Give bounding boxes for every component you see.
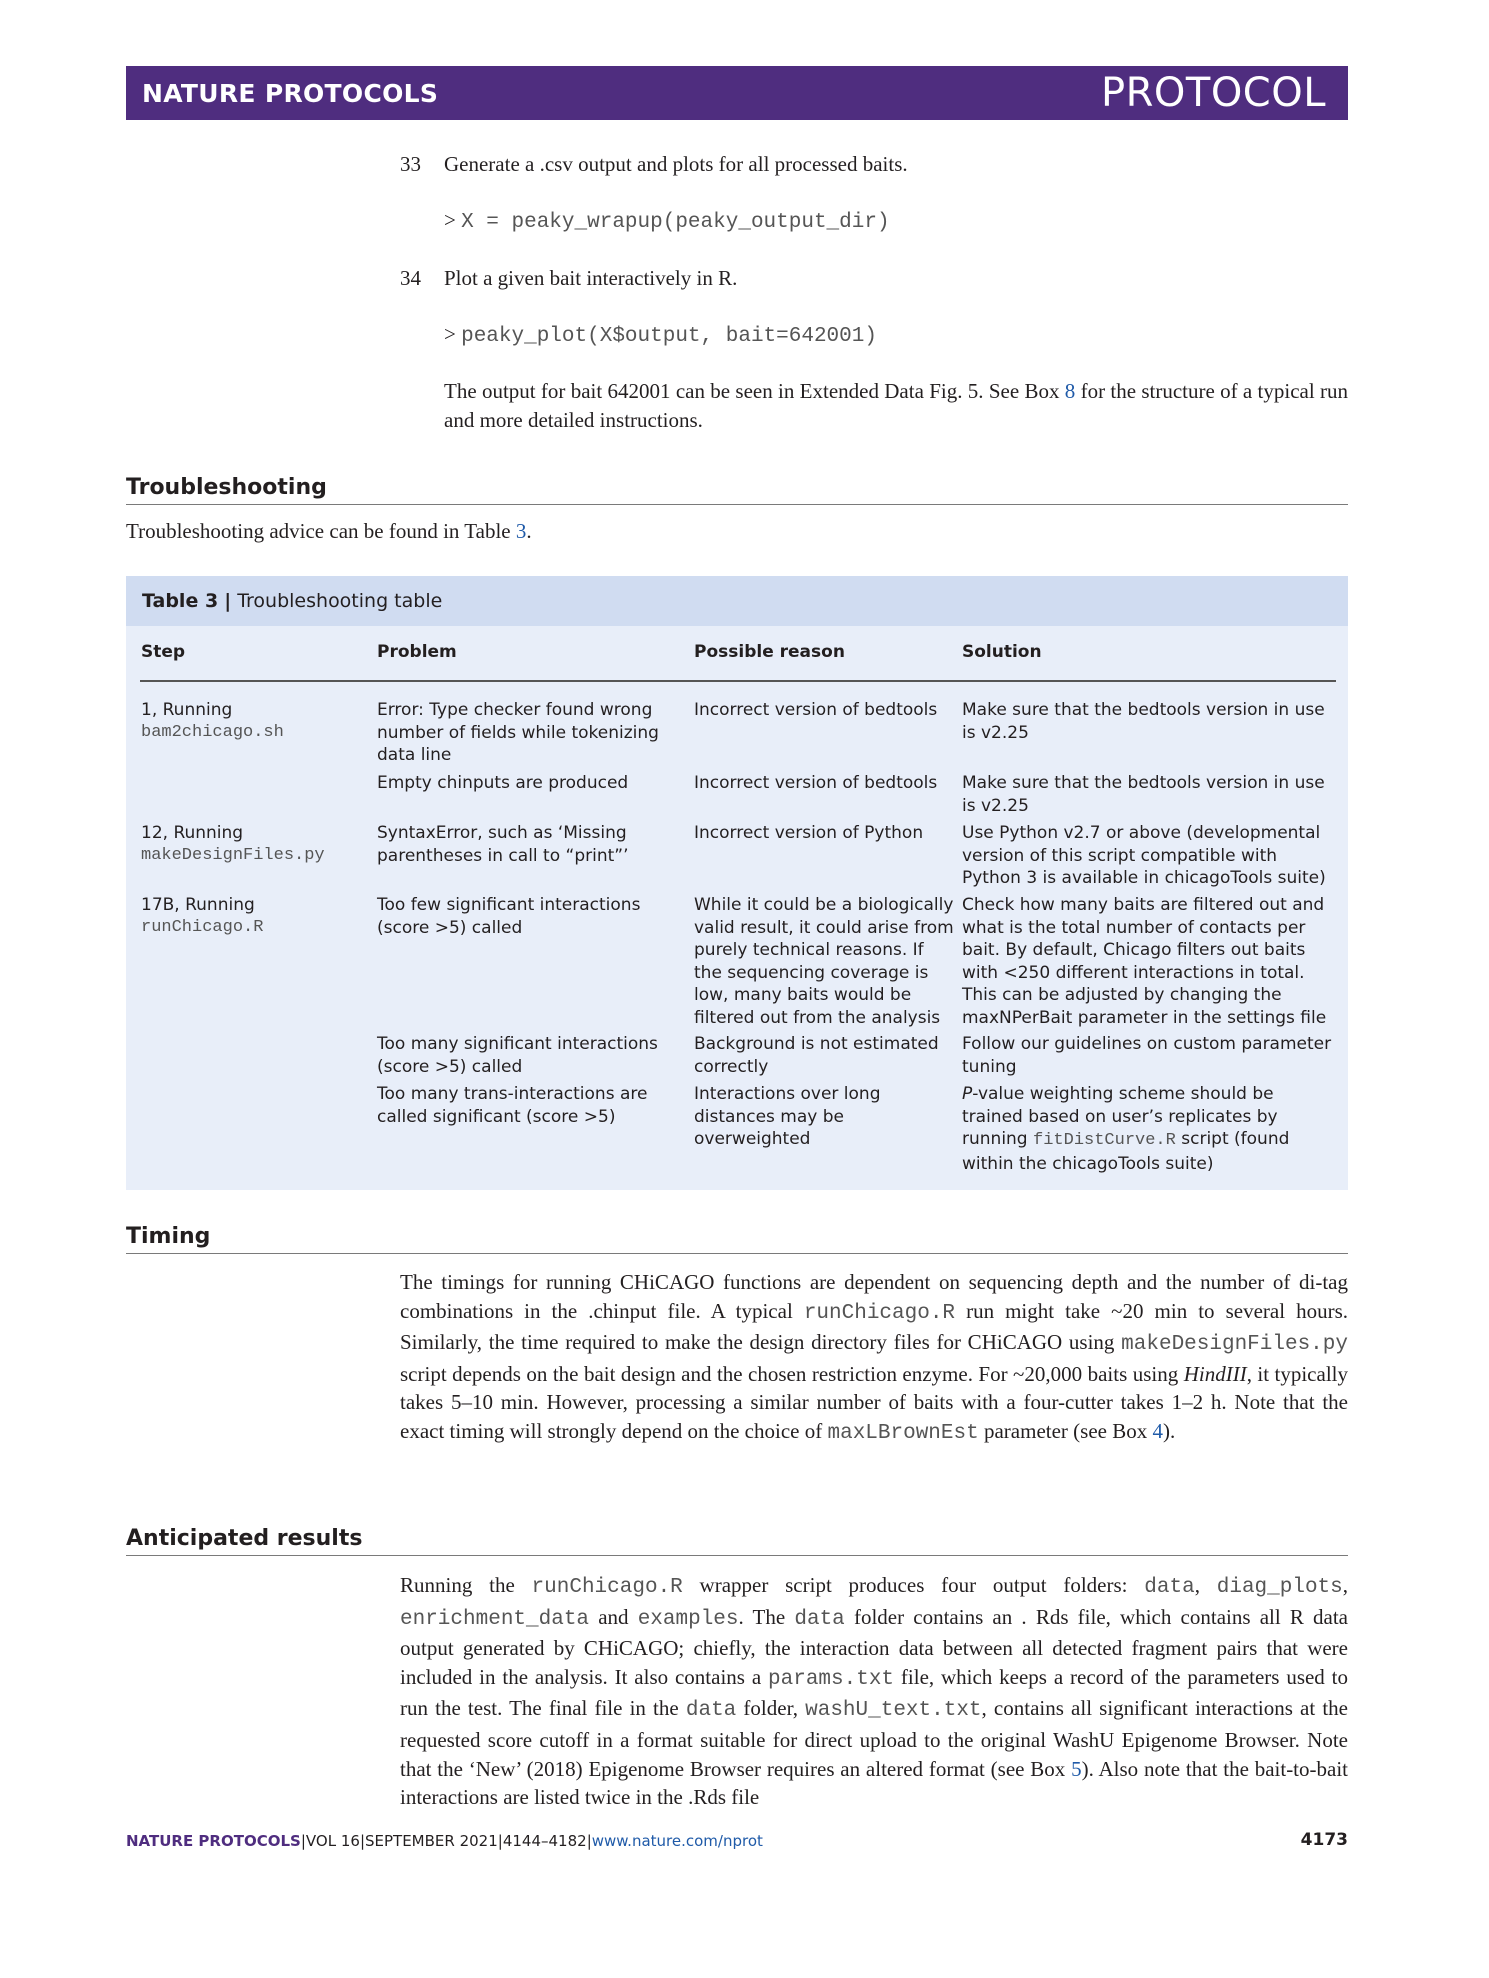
table-cell-problem: Error: Type checker found wrong number of fields while tokenizing data line: [377, 700, 659, 765]
column-header-problem: Problem: [377, 642, 457, 662]
anticipated-results-paragraph: Running the runChicago.R wrapper script produces four output folders: data, diag_plots, enrichment_data and examples. The data folder contains an . Rds file, which contains all R data output generated by CHiCAGO; chiefly, the interaction data between all detected fragment pairs that were included in the analysis. It also contains a params.txt file, which keeps a record of the parameters used to run the test. The final file in the data folder, washU_text.txt, contains all significant interactions at the requested score cutoff in a format suitable for direct upload to the original WashU Epigenome Browser. Note that the ‘New’ (2018) Epigenome Browser requires an altered format (see Box 5). Also note that the bait-to-bait interactions are listed twice in the .Rds file: [400, 1573, 1349, 1810]
table-cell-solution: Make sure that the bedtools version in use is v2.25: [962, 773, 1325, 816]
table-cell-step: 12, Running makeDesignFiles.py: [141, 823, 325, 865]
footer-url-link[interactable]: www.nature.com/nprot: [591, 1832, 763, 1850]
timing-heading: Timing: [126, 1224, 1348, 1254]
troubleshooting-heading: Troubleshooting: [126, 475, 1348, 505]
footer-volume: VOL 16: [305, 1832, 360, 1850]
table-cell-reason: While it could be a biologically valid result, it could arise from purely technical reasons. If the sequencing coverage is low, many baits would be filtered out from the analysis: [694, 895, 954, 1028]
table-cell-reason: Interactions over long distances may be overweighted: [694, 1084, 881, 1149]
journal-name: NATURE PROTOCOLS: [142, 79, 439, 108]
table-cell-reason: Background is not estimated correctly: [694, 1034, 939, 1077]
troubleshooting-table: [126, 576, 1348, 1190]
table-cell-step: 1, Running bam2chicago.sh: [141, 700, 284, 742]
table-cell-solution: P-value weighting scheme should be trained based on user’s replicates by running fitDistCurve.R script (found within the chicagoTools suite): [962, 1084, 1290, 1174]
page-number: 4173: [1300, 1830, 1348, 1850]
table-3-link[interactable]: 3: [515, 519, 527, 543]
code-prompt: >: [444, 322, 456, 346]
box-8-link[interactable]: 8: [1064, 379, 1076, 403]
box-4-link[interactable]: 4: [1152, 1418, 1163, 1443]
table-cell-problem: SyntaxError, such as ‘Missing parentheses in call to “print”’: [377, 823, 629, 866]
column-header-step: Step: [141, 642, 186, 662]
table-cell-problem: Empty chinputs are produced: [377, 773, 629, 793]
footer-journal: NATURE PROTOCOLS: [126, 1832, 301, 1850]
code-line-34: [444, 322, 877, 348]
table-cell-problem: Too many trans-interactions are called significant (score >5): [377, 1084, 648, 1127]
table-cell-step: 17B, Running runChicago.R: [141, 895, 264, 937]
column-header-solution: Solution: [962, 642, 1042, 662]
table-cell-solution: Check how many baits are filtered out and what is the total number of contacts per bait. By default, Chicago filters out baits with <250 different interactions in total. This can be adjusted by changing the maxNPerBait parameter in the settings file: [962, 895, 1327, 1028]
code-text: peaky_plot(X$output, bait=642001): [461, 325, 877, 348]
table-cell-reason: Incorrect version of Python: [694, 823, 924, 843]
table-cell-reason: Incorrect version of bedtools: [694, 773, 938, 793]
table-caption-bar: [126, 576, 1348, 626]
timing-paragraph: The timings for running CHiCAGO functions are dependent on sequencing depth and the number of di-tag combinations in the .chinput file. A typical runChicago.R run might take ~20 min to several hours. Similarly, the time required to make the design directory files for CHiCAGO using makeDesignFiles.py script depends on the bait design and the chosen restriction enzyme. For ~20,000 baits using HindIII, it typically takes 5–10 min. However, processing a similar number of baits with a four-cutter takes 1–2 h. Note that the exact timing will strongly depend on the choice of maxLBrownEst parameter (see Box 4).: [400, 1270, 1348, 1445]
footer-citation: NATURE PROTOCOLS|VOL 16|SEPTEMBER 2021|4144–4182|www.nature.com/nprot: [126, 1832, 763, 1850]
anticipated-results-heading: Anticipated results: [126, 1526, 1348, 1556]
table-cell-solution: Follow our guidelines on custom parameter tuning: [962, 1034, 1332, 1077]
table-cell-problem: Too few significant interactions (score >5) called: [377, 895, 641, 938]
step-text: Plot a given bait interactively in R.: [444, 266, 738, 290]
table-cell-reason: Incorrect version of bedtools: [694, 700, 938, 720]
step-34-note: The output for bait 642001 can be seen in Extended Data Fig. 5. See Box 8 for the structure of a typical run and more detailed instructions.: [444, 379, 1348, 432]
table-caption: Table 3 | Troubleshooting table: [142, 590, 443, 612]
column-header-reason: Possible reason: [694, 642, 845, 662]
footer-pages: 4144–4182: [502, 1832, 587, 1850]
code-prompt: >: [444, 208, 456, 232]
header-rule: [140, 680, 1336, 682]
footer-date: SEPTEMBER 2021: [365, 1832, 498, 1850]
table-cell-problem: Too many significant interactions (score >5) called: [377, 1034, 658, 1077]
step-text: Generate a .csv output and plots for all processed baits.: [444, 152, 908, 176]
troubleshooting-text: Troubleshooting advice can be found in Table 3.: [126, 519, 532, 543]
code-line-33: [444, 208, 890, 234]
article-type: PROTOCOL: [1100, 70, 1326, 116]
table-cell-solution: Make sure that the bedtools version in use is v2.25: [962, 700, 1325, 743]
table-cell-solution: Use Python v2.7 or above (developmental version of this script compatible with Python 3 is available in chicagoTools suite): [962, 823, 1326, 888]
step-number: 33: [400, 152, 421, 176]
step-number: 34: [400, 266, 421, 290]
box-5-link[interactable]: 5: [1071, 1756, 1082, 1781]
code-text: X = peaky_wrapup(peaky_output_dir): [461, 211, 890, 234]
journal-header-bar: [126, 66, 1348, 120]
